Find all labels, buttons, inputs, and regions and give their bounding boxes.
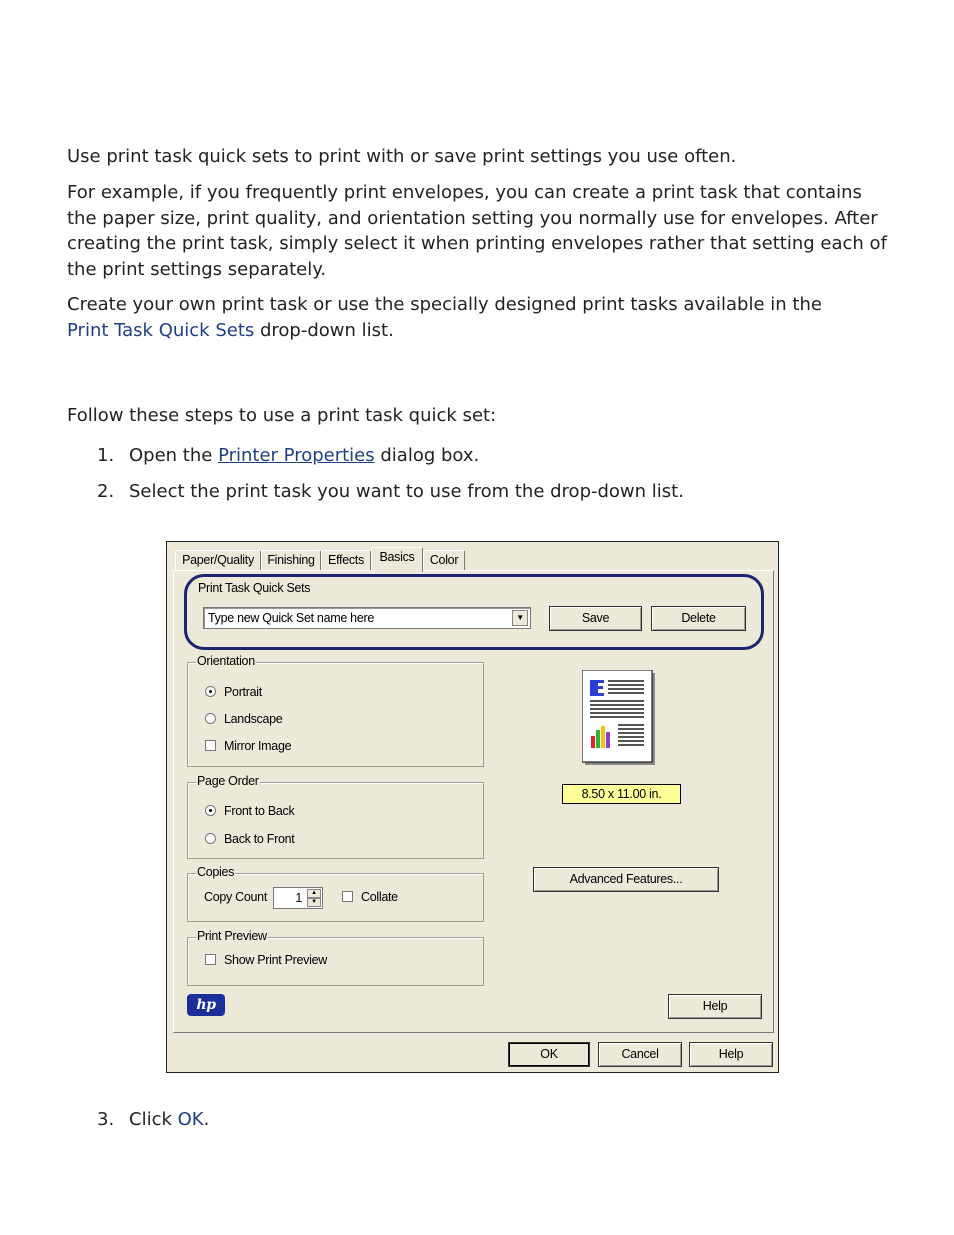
help-button[interactable]: Help	[689, 1042, 773, 1067]
mirror-image-label: Mirror Image	[224, 739, 292, 753]
tab-color[interactable]: Color	[423, 550, 465, 570]
print-preview-group-label: Print Preview	[197, 929, 267, 943]
steps-intro: Follow these steps to use a print task quick set:	[67, 405, 497, 426]
quick-set-combo-value: Type new Quick Set name here	[208, 611, 374, 625]
copy-count-stepper[interactable]	[273, 887, 323, 909]
step-1	[97, 443, 479, 468]
step-3	[97, 1107, 209, 1132]
step-number: 1.	[97, 445, 115, 466]
ok-button[interactable]: OK	[508, 1042, 590, 1067]
advanced-features-button[interactable]: Advanced Features...	[533, 867, 719, 892]
show-preview-checkbox[interactable]	[205, 954, 216, 965]
step-number: 2.	[97, 481, 115, 502]
cancel-button[interactable]: Cancel	[598, 1042, 682, 1067]
portrait-label: Portrait	[224, 685, 262, 699]
mirror-image-checkbox[interactable]	[205, 740, 216, 751]
orientation-group-label: Orientation	[197, 654, 255, 668]
copy-count-label: Copy Count	[204, 890, 268, 904]
highlight-oval	[184, 574, 764, 650]
quick-sets-link[interactable]: Print Task Quick Sets	[67, 319, 255, 341]
collate-label: Collate	[361, 890, 398, 904]
intro-paragraph-1: Use print task quick sets to print with or save print settings you use often.	[67, 146, 737, 167]
ok-link[interactable]: OK	[177, 1109, 204, 1130]
printer-properties-link[interactable]: Printer Properties	[218, 445, 375, 466]
printer-properties-dialog	[166, 541, 779, 1073]
help-button-inner[interactable]: Help	[668, 994, 762, 1019]
intro-text-end: drop-down list.	[254, 319, 394, 341]
tab-effects[interactable]: Effects	[321, 550, 371, 570]
intro-paragraph-2: For example, if you frequently print envelopes, you can create a print task that contains the paper size, print quality, and orientation setting you normally use for envelopes. After creating the print task, simply select it when printing envelopes rather that setting each of the print settings separately.	[67, 182, 887, 280]
quick-sets-group-label: Print Task Quick Sets	[198, 581, 311, 595]
back-to-front-radio[interactable]	[205, 833, 216, 844]
copy-count-value: 1	[295, 891, 302, 905]
spin-down-icon[interactable]: ▼	[307, 898, 321, 907]
hp-logo: hp	[187, 994, 225, 1016]
page-order-group	[187, 774, 484, 859]
step-number: 3.	[97, 1109, 115, 1130]
show-preview-label: Show Print Preview	[224, 953, 327, 967]
step-text: Open the	[129, 445, 219, 466]
tab-paper-quality[interactable]: Paper/Quality	[175, 550, 261, 570]
landscape-label: Landscape	[224, 712, 283, 726]
portrait-radio[interactable]	[205, 686, 216, 697]
front-to-back-label: Front to Back	[224, 804, 295, 818]
page-preview-icon	[582, 670, 656, 766]
intro-text: Create your own print task or use the specially designed print tasks available in the	[67, 294, 822, 315]
collate-checkbox[interactable]	[342, 891, 353, 902]
copies-group-label: Copies	[197, 865, 235, 879]
step-2	[97, 479, 684, 504]
landscape-radio[interactable]	[205, 713, 216, 724]
tab-finishing[interactable]: Finishing	[261, 550, 321, 570]
tab-basics[interactable]: Basics	[371, 547, 423, 572]
page-order-group-label: Page Order	[197, 774, 259, 788]
step-text: Click	[129, 1109, 178, 1130]
basics-panel	[173, 570, 774, 1033]
step-text: dialog box.	[374, 445, 480, 466]
back-to-front-label: Back to Front	[224, 832, 295, 846]
intro-paragraph-3	[67, 292, 887, 343]
front-to-back-radio[interactable]	[205, 805, 216, 816]
paper-size-display: 8.50 x 11.00 in.	[562, 784, 681, 804]
delete-button[interactable]: Delete	[651, 606, 746, 631]
step-text: Select the print task you want to use from the drop-down list.	[129, 481, 684, 502]
step-text: .	[203, 1109, 210, 1130]
save-button[interactable]: Save	[549, 606, 642, 631]
chevron-down-icon[interactable]: ▼	[512, 610, 528, 626]
spin-up-icon[interactable]: ▲	[307, 889, 321, 898]
